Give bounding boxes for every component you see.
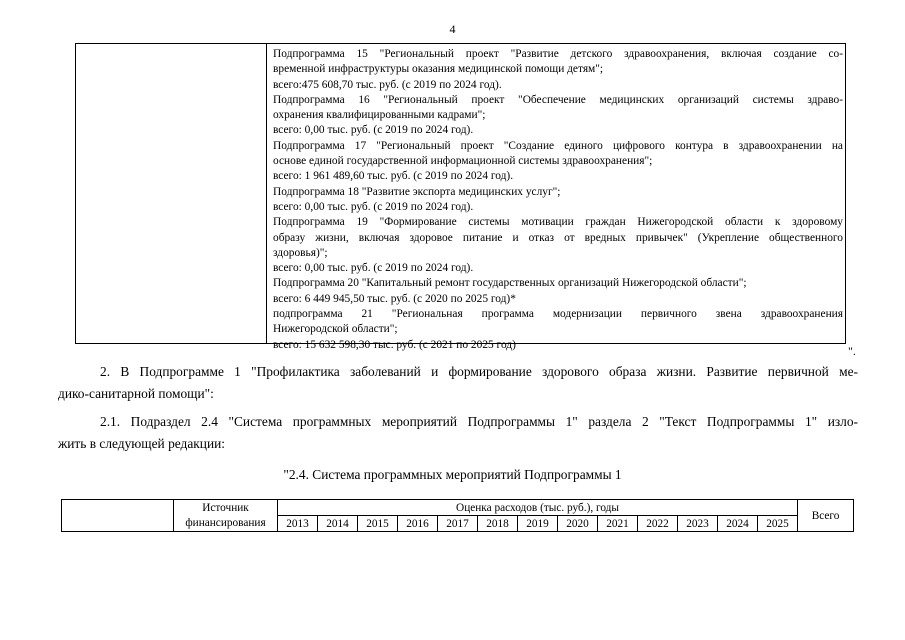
table-line: всего: 0,00 тыс. руб. (с 2019 по 2024 год). bbox=[273, 200, 474, 213]
year-header: 2020 bbox=[558, 516, 598, 532]
paragraph-2-1 bbox=[58, 411, 858, 454]
table-line: Подпрограмма 18 "Развитие экспорта медицинских услуг"; bbox=[273, 185, 561, 198]
page-number: 4 bbox=[449, 22, 456, 36]
table-line: всего:475 608,70 тыс. руб. (с 2019 по 2024 год). bbox=[273, 78, 502, 91]
table-line: здоровья)"; bbox=[273, 246, 328, 259]
table-line: Подпрограмма 16 "Региональный проект "Обеспечение медицинских организаций системы здраво- bbox=[273, 93, 843, 106]
table-line: Подпрограмма 19 "Формирование системы мотивации граждан Нижегородской области к здоровому bbox=[273, 216, 843, 229]
table-line: всего: 0,00 тыс. руб. (с 2019 по 2024 год). bbox=[273, 124, 474, 137]
year-header: 2016 bbox=[398, 516, 438, 532]
year-header: 2025 bbox=[758, 516, 798, 532]
source-header-line1: Источник bbox=[174, 500, 278, 516]
total-header: Всего bbox=[798, 500, 854, 532]
budget-table bbox=[61, 499, 854, 532]
table-line: Нижегородской области"; bbox=[273, 323, 398, 336]
table-line: основе единой государственной информационной системы здравоохранения"; bbox=[273, 155, 653, 168]
paragraph-line: жить в следующей редакции: bbox=[58, 435, 226, 451]
paragraph-line: 2. В Подпрограмме 1 "Профилактика заболеваний и формирование здорового образа жизни. Развитие первичной ме- bbox=[100, 364, 858, 379]
table-line: Подпрограмма 20 "Капитальный ремонт государственных организаций Нижегородской области"; bbox=[273, 277, 747, 290]
subprograms-table-right-cell bbox=[273, 47, 843, 353]
year-header: 2018 bbox=[478, 516, 518, 532]
table-line: подпрограмма 21 "Региональная программа модернизации первичного звена здравоохранения bbox=[273, 308, 843, 321]
table-line: охранения квалифицированными кадрами"; bbox=[273, 109, 486, 122]
source-header-line2: финансирования bbox=[174, 516, 278, 532]
table-line: образу жизни, включая здоровое питание и отказ от вредных привычек" (Укрепление общественного bbox=[273, 231, 843, 244]
year-header: 2015 bbox=[358, 516, 398, 532]
year-header: 2014 bbox=[318, 516, 358, 532]
table-line: всего: 1 961 489,60 тыс. руб. (с 2019 по 2024 год). bbox=[273, 170, 514, 183]
closing-quote: ". bbox=[848, 344, 856, 358]
table-line: временной инфраструктуры оказания медицинской помощи детям"; bbox=[273, 63, 604, 76]
budget-table-blank-cell bbox=[62, 500, 174, 532]
year-header: 2022 bbox=[638, 516, 678, 532]
paragraph-2 bbox=[58, 361, 858, 404]
subprograms-table-left-cell bbox=[76, 44, 267, 343]
year-header: 2017 bbox=[438, 516, 478, 532]
subprograms-table bbox=[75, 43, 846, 351]
section-subtitle: "2.4. Система программных мероприятий Подпрограммы 1 bbox=[283, 467, 622, 482]
table-line: Подпрограмма 17 "Региональный проект "Создание единого цифрового контура в здравоохранении на bbox=[273, 139, 843, 152]
table-line: всего: 6 449 945,50 тыс. руб. (с 2020 по 2025 год)* bbox=[273, 292, 516, 305]
year-header: 2013 bbox=[278, 516, 318, 532]
year-header: 2019 bbox=[518, 516, 558, 532]
year-header: 2021 bbox=[598, 516, 638, 532]
table-line: всего: 0,00 тыс. руб. (с 2019 по 2024 год). bbox=[273, 262, 474, 275]
table-line: всего: 15 632 598,30 тыс. руб. (с 2021 по 2025 год) bbox=[273, 338, 516, 351]
table-line: Подпрограмма 15 "Региональный проект "Развитие детского здравоохранения, включая создание со- bbox=[273, 48, 843, 60]
paragraph-line: 2.1. Подраздел 2.4 "Система программных мероприятий Подпрограммы 1" раздела 2 "Текст Подпрограммы 1" изло- bbox=[100, 414, 858, 429]
estimate-header: Оценка расходов (тыс. руб.), годы bbox=[278, 500, 798, 516]
year-header: 2023 bbox=[678, 516, 718, 532]
paragraph-line: дико-санитарной помощи": bbox=[58, 385, 214, 401]
year-header: 2024 bbox=[718, 516, 758, 532]
